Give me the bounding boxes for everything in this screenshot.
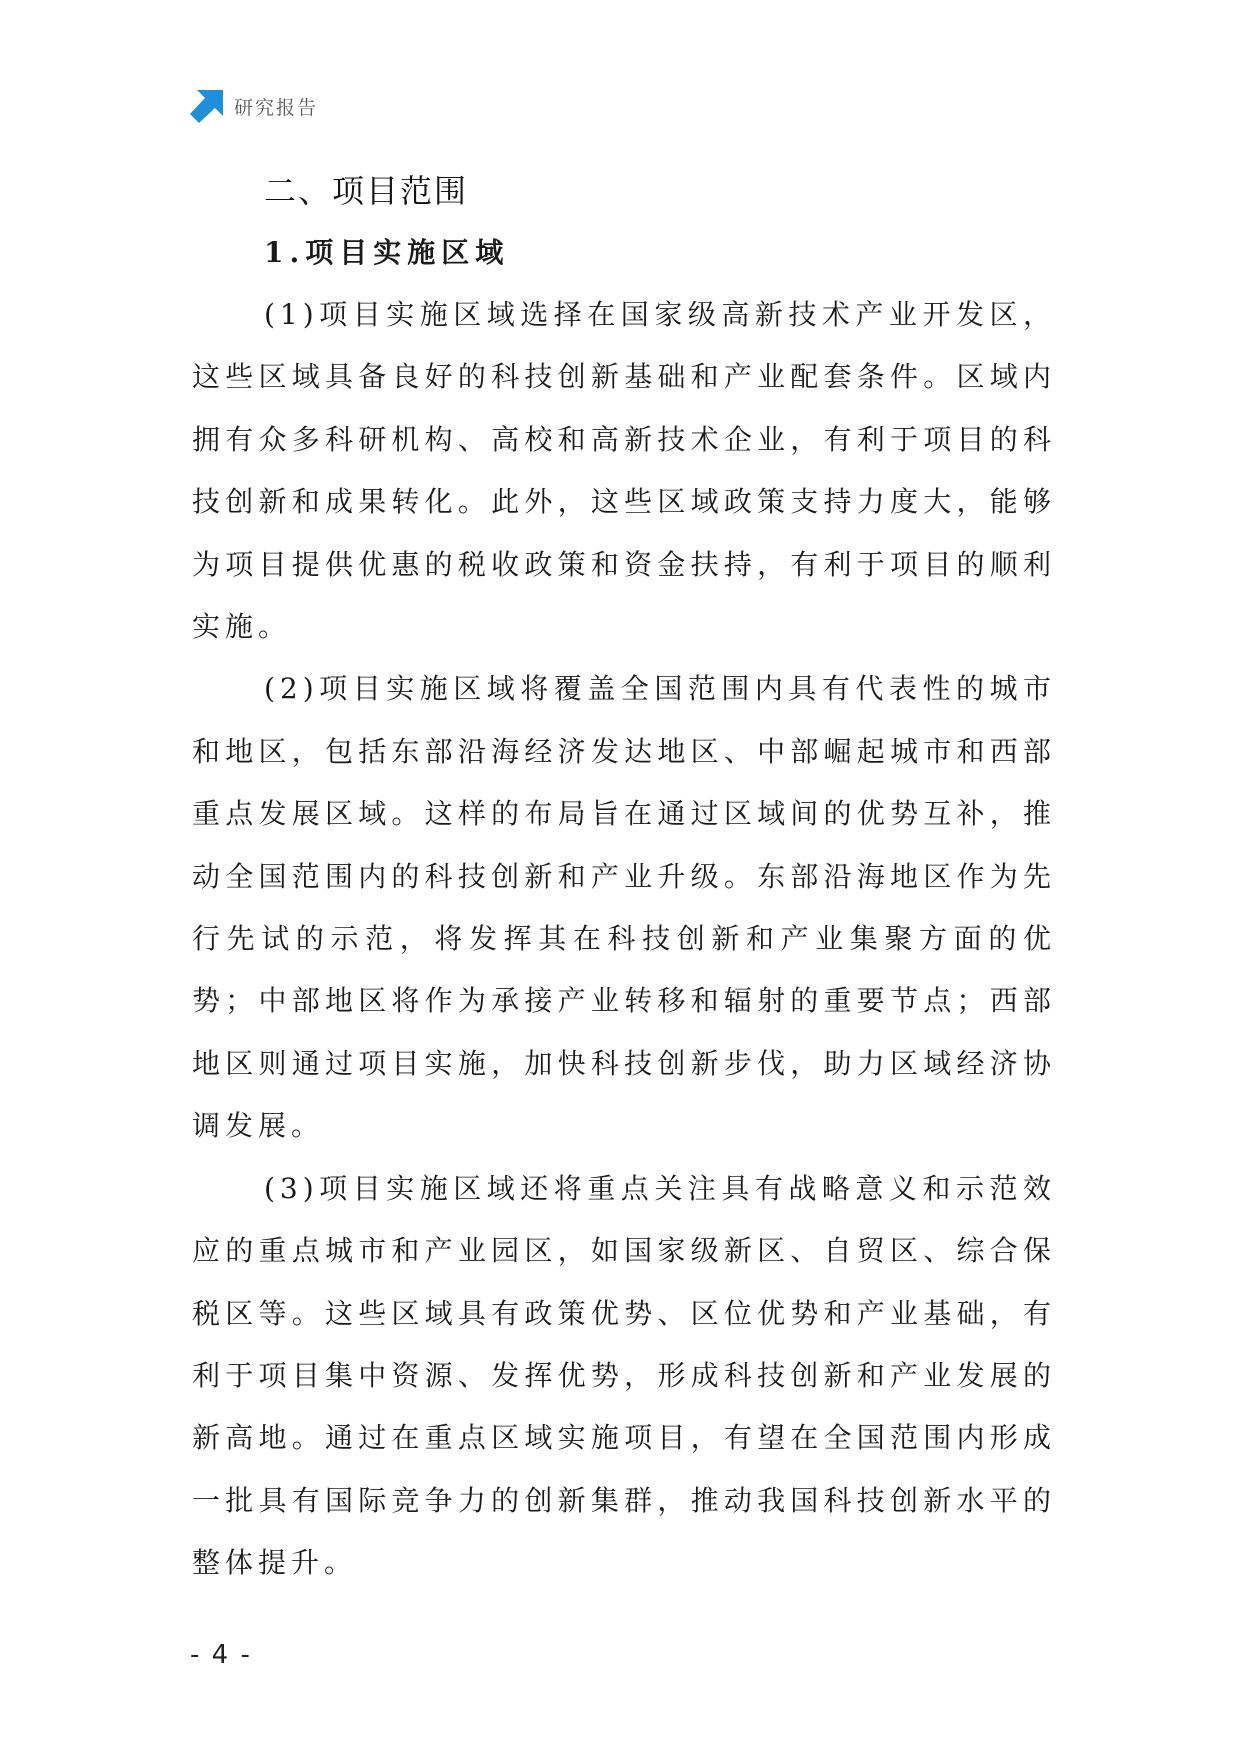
page-number: - 4 -: [190, 1640, 252, 1670]
subsection-title: 1.项目实施区域: [264, 236, 510, 269]
header-label: 研究报告: [234, 96, 319, 119]
arrow-up-right-icon: [190, 89, 224, 123]
section-title: 二、项目范围: [264, 172, 469, 210]
paragraph-1: (1)项目实施区域选择在国家级高新技术产业开发区，这些区域具备良好的科技创新基础和产业配套条件。区域内拥有众多科研机构、高校和高新技术企业，有利于项目的科技创新和成果转化。此外，这些区域政策支持力度大，能够为项目提供优惠的税收政策和资金扶持，有利于项目的顺利实施。: [192, 298, 1056, 644]
paragraph-3: (3)项目实施区域还将重点关注具有战略意义和示范效应的重点城市和产业园区，如国家级新区、自贸区、综合保税区等。这些区域具有政策优势、区位优势和产业基础，有利于项目集中资源、发挥优势，形成科技创新和产业发展的新高地。通过在重点区域实施项目，有望在全国范围内形成一批具有国际竞争力的创新集群，推动我国科技创新水平的整体提升。: [192, 1171, 1056, 1580]
paragraph-2: (2)项目实施区域将覆盖全国范围内具有代表性的城市和地区，包括东部沿海经济发达地区、中部崛起城市和西部重点发展区域。这样的布局旨在通过区域间的优势互补，推动全国范围内的科技创新和产业升级。东部沿海地区作为先行先试的示范，将发挥其在科技创新和产业集聚方面的优势；中部地区将作为承接产业转移和辐射的重要节点；西部地区则通过项目实施，加快科技创新步伐，助力区域经济协调发展。: [192, 672, 1056, 1143]
document-header: [190, 88, 318, 124]
document-body: [192, 160, 1056, 1595]
